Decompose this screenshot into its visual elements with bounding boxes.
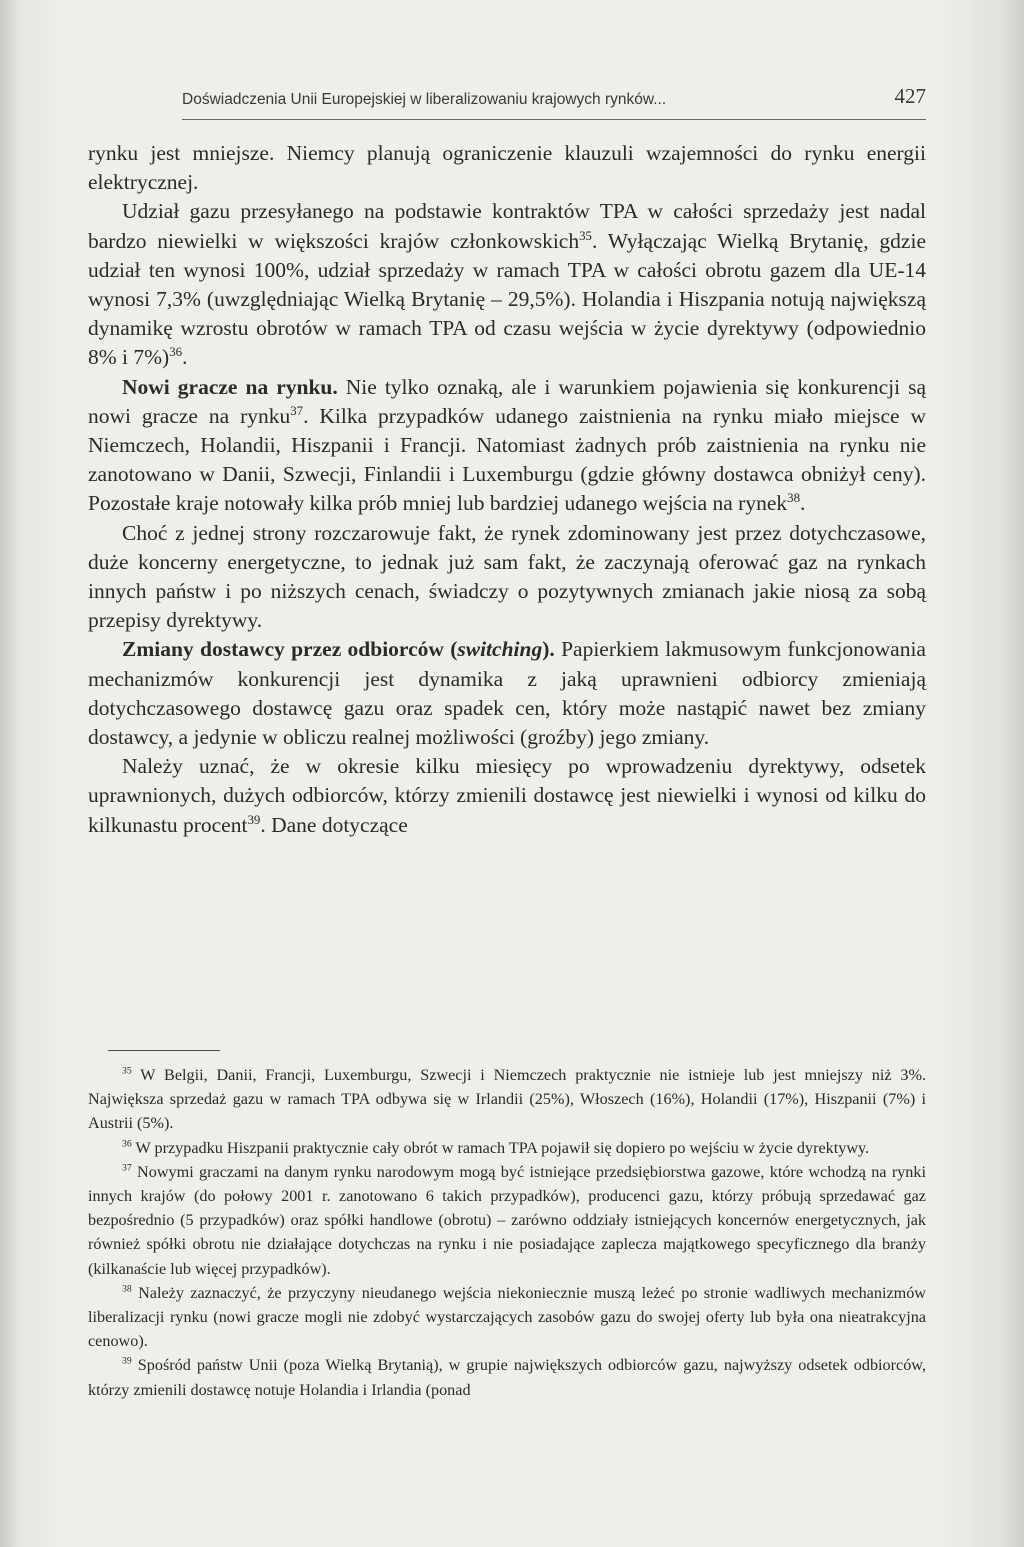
paragraph-6 — [88, 752, 926, 840]
footnote-text: Spośród państw Unii (poza Wielką Brytanią), w grupie największych odbiorców gazu, najwyższy odsetek odbiorców, którzy zmienili dostawcę notuje Holandia i Irlandia (ponad — [88, 1356, 926, 1399]
footnote-36 — [88, 1136, 926, 1160]
footnote-37 — [88, 1160, 926, 1281]
paragraph-6-text-b: . Dane dotyczące — [260, 812, 408, 837]
footnote-ref-38: 38 — [787, 491, 801, 506]
footnote-ref-35: 35 — [579, 228, 592, 243]
footnote-number: 36 — [122, 1138, 132, 1150]
footnote-text: W Belgii, Danii, Francji, Luxemburgu, Szwecji i Niemczech praktycznie nie istnieje lub jest mniejszy niż 3%. Największa sprzedaż gazu w ramach TPA odbywa się w Irlandii (25%), Włoszech (16%), Holandii (17%), Hiszpanii (7%) i Austrii (5%). — [88, 1066, 926, 1133]
paragraph-3 — [88, 373, 926, 519]
paragraph-3-text-a: Nie tylko oznaką, ale i warunkiem pojawienia się konkurencji są nowi gracze na rynku — [88, 374, 926, 428]
section-heading-switching: Zmiany dostawcy przez odbiorców ( — [122, 637, 458, 662]
footnote-ref-39: 39 — [247, 812, 261, 827]
paragraph-5-text: Papierkiem lakmusowym funkcjonowania mechanizmów konkurencji jest dynamika z jaką uprawnieni odbiorcy zmieniają dotychczasowego dostawcę gazu oraz spadek cen, który może nastąpić nawet bez zmiany dostawcy, a jedynie w obliczu realnej możliwości (groźby) jego zmiany. — [88, 637, 926, 750]
footnote-38 — [88, 1281, 926, 1354]
main-text — [88, 139, 926, 840]
footnote-separator — [108, 1050, 220, 1051]
footnote-number: 39 — [122, 1356, 132, 1368]
paragraph-6-text-a: Należy uznać, że w okresie kilku miesięcy po wprowadzeniu dyrektywy, odsetek uprawnionych, dużych odbiorców, którzy zmienili dostawcę jest niewielki i wynosi od kilku do kilkunastu procent — [88, 754, 926, 837]
paragraph-3-text-b: . Kilka przypadków udanego zaistnienia na rynku miało miejsce w Niemczech, Holandii, Hiszpanii i Francji. Natomiast żadnych prób zaistnienia na rynku nie zanotowano w Danii, Szwecji, Finlandii i Luxemburgu (gdzie główny dostawca obniżył ceny). Pozostałe kraje notowały kilka prób mniej lub bardziej udanego wejścia na rynek — [88, 403, 926, 516]
footnote-text: W przypadku Hiszpanii praktycznie cały obrót w ramach TPA pojawił się dopiero po wejściu w życie dyrektywy. — [131, 1138, 870, 1157]
footnote-text: Należy zaznaczyć, że przyczyny nieudanego wejścia niekoniecznie muszą leżeć po stronie wadliwych mechanizmów liberalizacji rynku (nowi gracze mogli nie zdobyć wystarczających zasobów gazu do swojej oferty lub była ona nieatrakcyjna cenowo). — [88, 1283, 926, 1351]
footnote-ref-36: 36 — [169, 345, 183, 360]
paragraph-2 — [88, 197, 926, 372]
page-number: 427 — [894, 84, 926, 108]
paragraph-2-text-a: Udział gazu przesyłanego na podstawie kontraktów TPA w całości sprzedaży jest nadal bardzo niewielki w większości krajów członkowskich — [88, 199, 926, 253]
footnote-39 — [88, 1353, 926, 1401]
footnote-number: 35 — [122, 1065, 132, 1077]
paragraph-4 — [88, 519, 926, 636]
running-title: Doświadczenia Unii Europejskiej w liberalizowaniu krajowych rynków... — [182, 91, 667, 108]
footnote-35 — [88, 1063, 926, 1136]
paragraph-5 — [88, 635, 926, 752]
footnote-ref-37: 37 — [290, 403, 304, 418]
footnote-text: Nowymi graczami na danym rynku narodowym mogą być istniejące przedsiębiorstwa gazowe, które wchodzą na rynki innych krajów (do połowy 2001 r. zanotowano 6 takich przypadków), producenci gazu, którzy próbują sprzedawać gaz bezpośrednio (5 przypadków) oraz spółki handlowe (obrotu) – zarówno oddziały istniejących koncernów energetycznych, jak również spółki obrotu nie działające dotychczas na rynku i nie posiadające zaplecza majątkowego specyficznego dla branży (kilkanaście lub więcej przypadków). — [88, 1162, 926, 1278]
footnotes — [88, 1063, 926, 1402]
paragraph-2-text-c: . — [182, 345, 188, 370]
paragraph-4-text: Choć z jednej strony rozczarowuje fakt, że rynek zdominowany jest przez dotychczasowe, duże koncerny energetyczne, to jednak już sam fakt, że zaczynają oferować gaz na rynkach innych państw i po niższych cenach, świadczy o pozytywnych zmianach jakie niosą za sobą przepisy dyrektywy. — [88, 520, 926, 633]
footnote-number: 38 — [122, 1283, 132, 1295]
paragraph-2-text-b: . Wyłączając Wielką Brytanię, gdzie udział ten wynosi 100%, udział sprzedaży w ramach TPA w całości obrotu gazem dla UE-14 wynosi 7,3% (uwzględniając Wielką Brytanię – 29,5%). Holandia i Hiszpania notują największą dynamikę wzrostu obrotów w ramach TPA od czasu wejścia w życie dyrektywy (odpowiednio 8% i 7%) — [88, 228, 926, 370]
paragraph-3-text-c: . — [800, 491, 806, 516]
running-header — [182, 84, 926, 120]
section-heading-new-players: Nowi gracze na rynku. — [122, 374, 338, 399]
paragraph-1-text: rynku jest mniejsze. Niemcy planują ograniczenie klauzuli wzajemności do rynku energii elektrycznej. — [88, 141, 926, 195]
footnote-number: 37 — [122, 1162, 132, 1174]
paragraph-1 — [88, 139, 926, 197]
switching-term: switching — [457, 637, 543, 662]
section-heading-switching-end: ). — [542, 637, 555, 662]
